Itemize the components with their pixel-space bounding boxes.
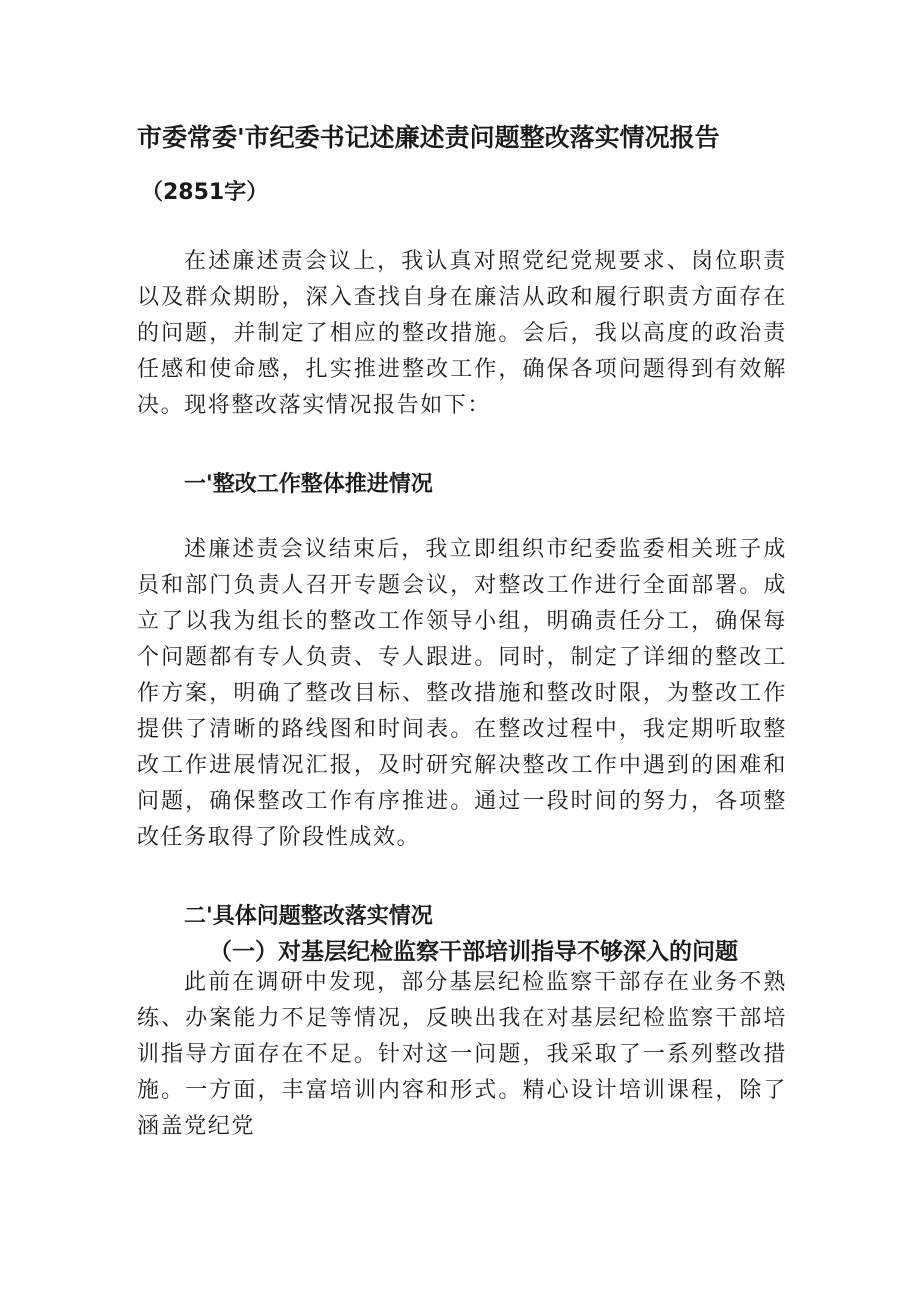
document-title: 市委常委'市纪委书记述廉述责问题整改落实情况报告 <box>137 123 720 152</box>
intro-paragraph: 在述廉述责会议上，我认真对照党纪党规要求、岗位职责以及群众期盼，深入查找自身在廉洁从政和履行职责方面存在的问题，并制定了相应的整改措施。会后，我以高度的政治责任感和使命感，扎实推进整改工作，确保各项问题得到有效解决。现将整改落实情况报告如下： <box>137 249 787 418</box>
subsection-heading-1: （一）对基层纪检监察干部培训指导不够深入的问题 <box>209 939 738 965</box>
word-count: （2851字） <box>141 180 269 205</box>
section-heading-2: 二'具体问题整改落实情况 <box>184 904 433 929</box>
section-heading-1: 一'整改工作整体推进情况 <box>184 472 433 497</box>
section-1-paragraph: 述廉述责会议结束后，我立即组织市纪委监委相关班子成员和部门负责人召开专题会议，对整改工作进行全面部署。成立了以我为组长的整改工作领导小组，明确责任分工，确保每个问题都有专人负责、专人跟进。同时，制定了详细的整改工作方案，明确了整改目标、整改措施和整改时限，为整改工作提供了清晰的路线图和时间表。在整改过程中，我定期听取整改工作进展情况汇报，及时研究解决整改工作中遇到的困难和问题，确保整改工作有序推进。通过一段时间的努力，各项整改任务取得了阶段性成效。 <box>137 537 787 850</box>
subsection-1-paragraph: 此前在调研中发现，部分基层纪检监察干部存在业务不熟练、办案能力不足等情况，反映出我在对基层纪检监察干部培训指导方面存在不足。针对这一问题，我采取了一系列整改措施。一方面，丰富培训内容和形式。精心设计培训课程，除了涵盖党纪党 <box>137 970 787 1139</box>
